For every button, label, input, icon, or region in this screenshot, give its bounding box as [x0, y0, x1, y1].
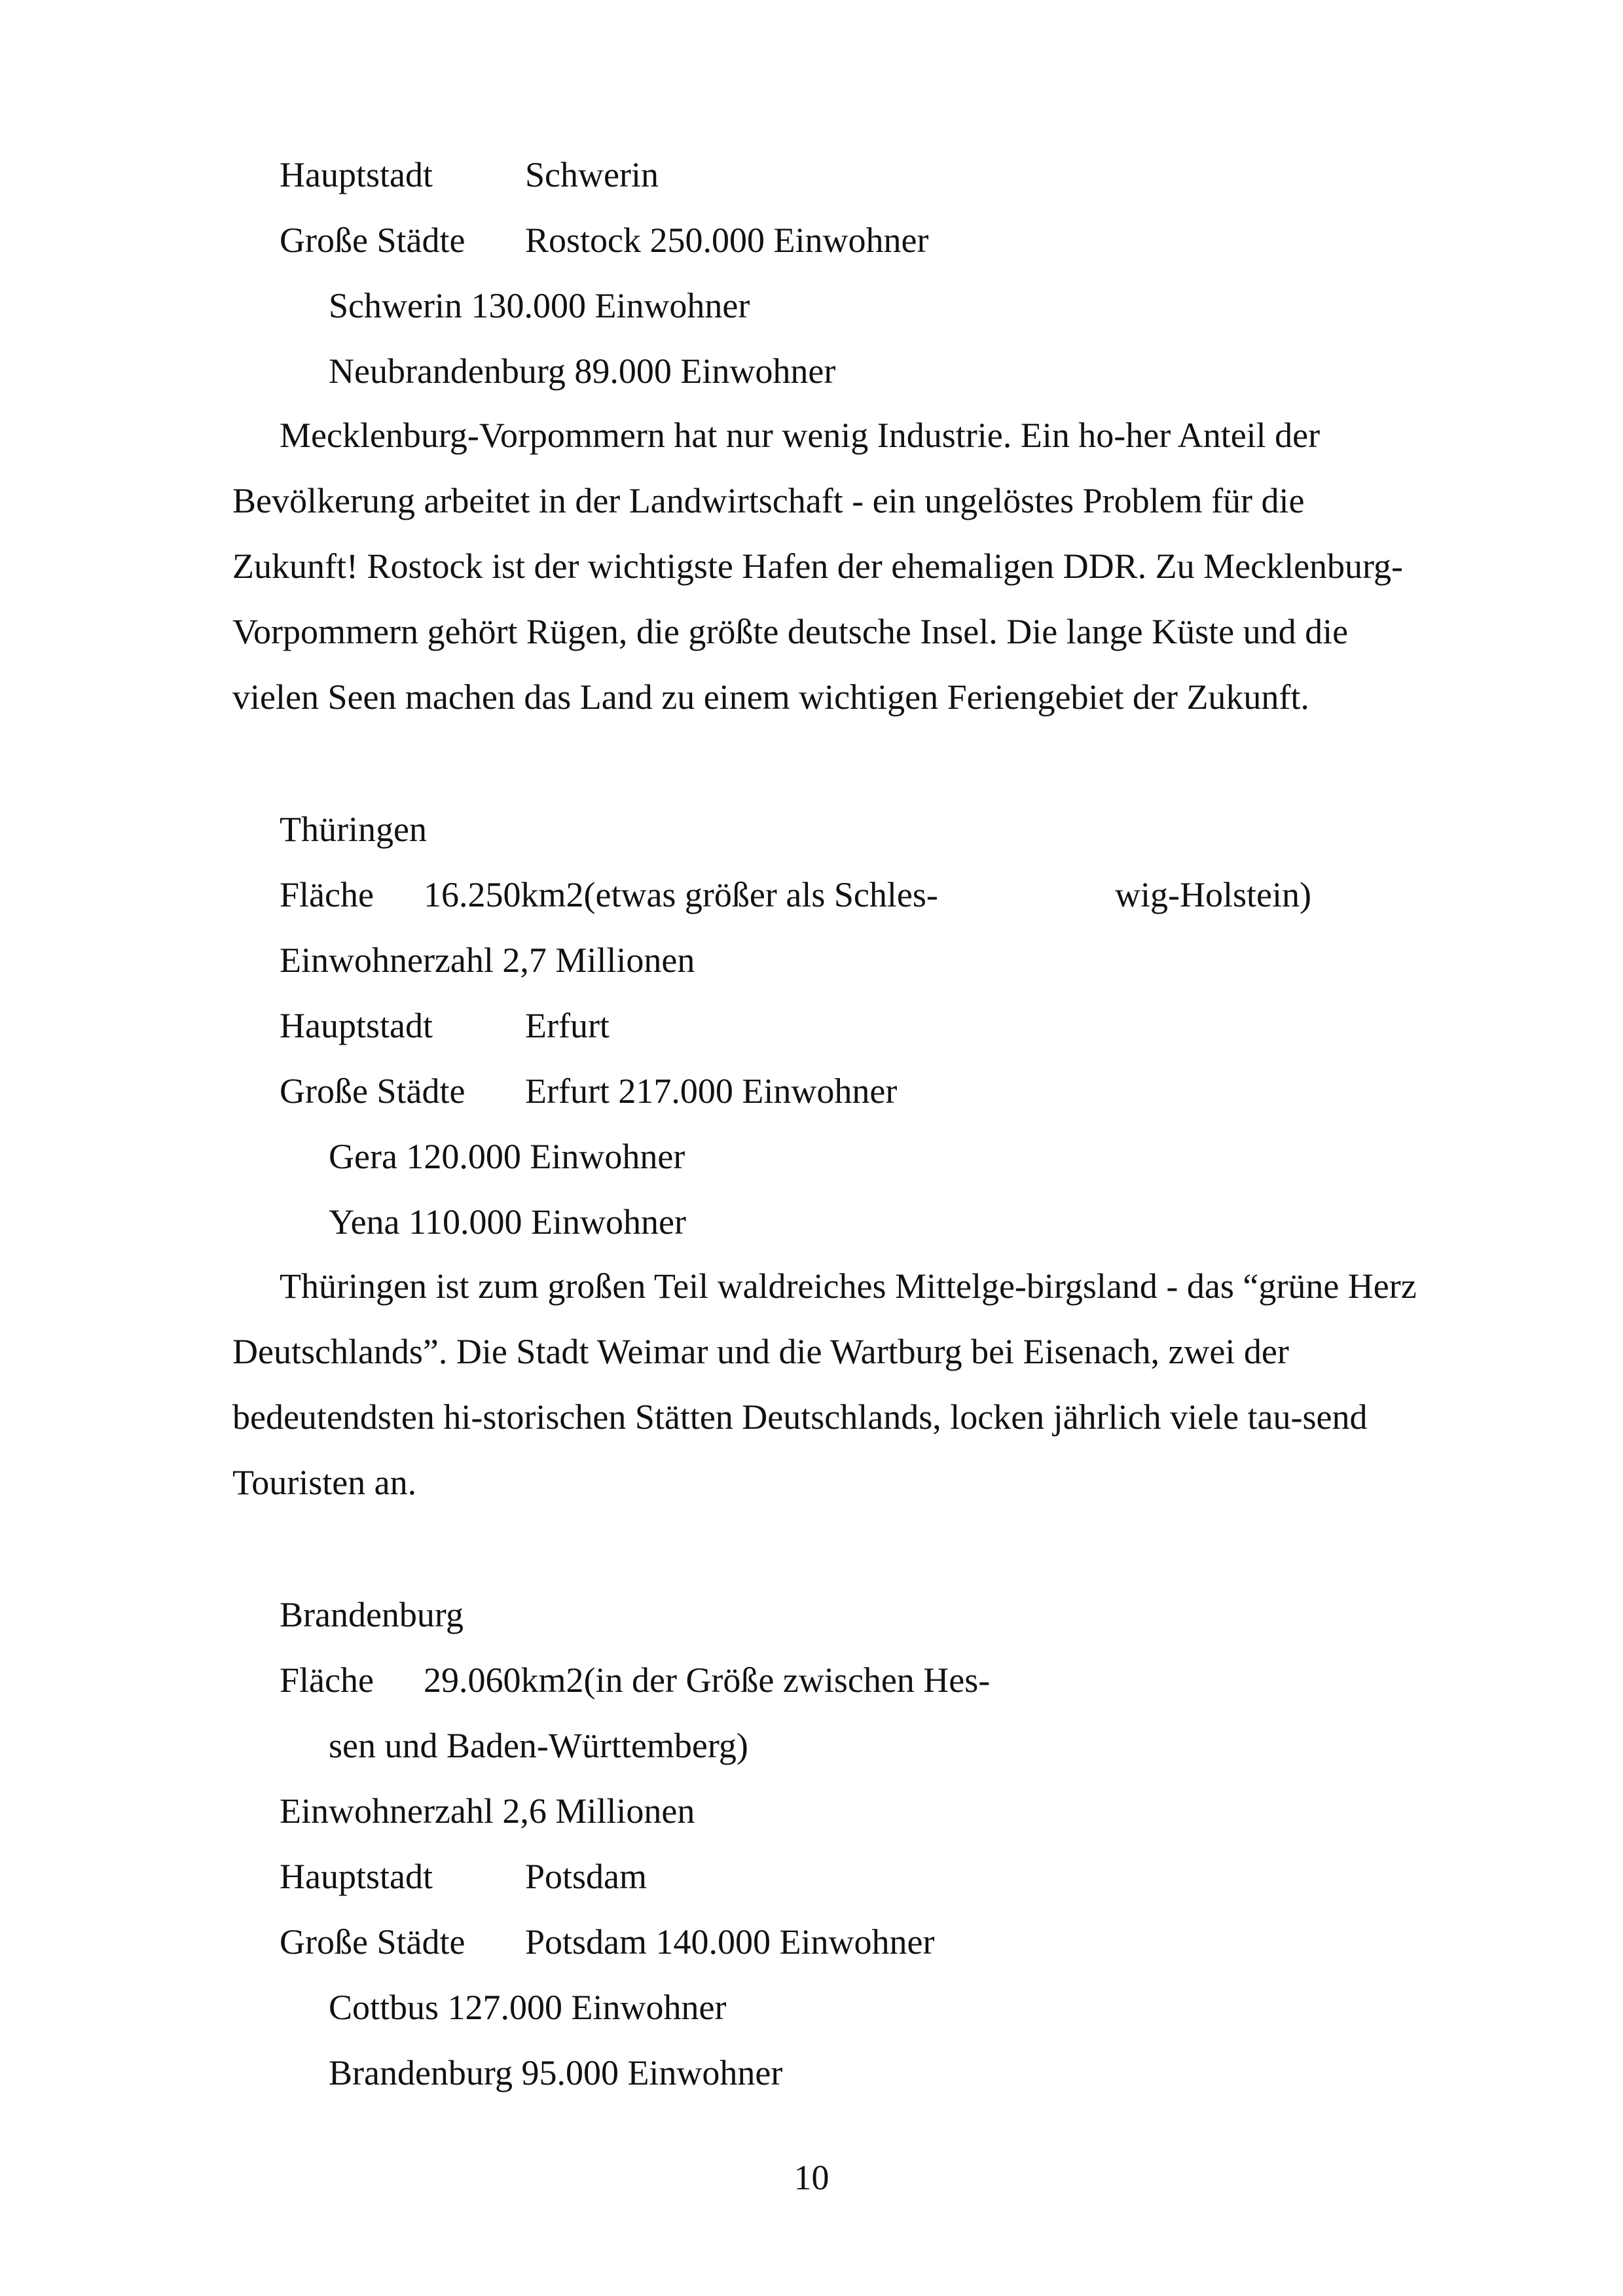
mv-paragraph-line-3: Zukunft! Rostock ist der wichtigste Hafen der ehemaligen DDR. Zu Mecklenburg-	[232, 547, 1404, 586]
mv-staedte-label: Große Städte	[280, 221, 465, 260]
th-flaeche-value-b: wig-Holstein)	[1115, 875, 1311, 914]
bb-staedte-first: Potsdam 140.000 Einwohner	[525, 1922, 935, 1962]
mv-paragraph-line-4: Vorpommern gehört Rügen, die größte deutsche Insel. Die lange Küste und die	[232, 612, 1349, 651]
mv-hauptstadt-row	[280, 157, 659, 192]
th-stadt-2: Gera 120.000 Einwohner	[329, 1137, 685, 1176]
bb-staedte-label: Große Städte	[280, 1922, 465, 1962]
bb-hauptstadt-label: Hauptstadt	[280, 1857, 433, 1896]
bb-einwohner-label: Einwohnerzahl	[280, 1791, 494, 1831]
th-flaeche-row	[280, 877, 938, 912]
bb-flaeche-row	[280, 1662, 990, 1698]
mv-paragraph-line-2: Bevölkerung arbeitet in der Landwirtschaft - ein ungelöstes Problem für die	[232, 481, 1305, 520]
bb-staedte-row	[280, 1924, 934, 1960]
bb-hauptstadt-value: Potsdam	[525, 1857, 647, 1896]
th-hauptstadt-label: Hauptstadt	[280, 1006, 433, 1045]
th-staedte-row	[280, 1073, 897, 1109]
mv-stadt-3: Neubrandenburg 89.000 Einwohner	[329, 351, 836, 391]
th-paragraph-line-3: bedeutendsten hi-storischen Stätten Deutschlands, locken jährlich viele tau-send	[232, 1397, 1368, 1437]
mv-stadt-2: Schwerin 130.000 Einwohner	[329, 286, 750, 325]
mv-hauptstadt-value: Schwerin	[525, 155, 659, 194]
th-flaeche-value-a: 16.250km2(etwas größer als Schles-	[424, 875, 938, 914]
th-paragraph	[232, 1253, 1512, 1515]
bb-title: Brandenburg	[280, 1595, 464, 1634]
th-paragraph-line-4: Touristen an.	[232, 1463, 417, 1502]
th-einwohner-value: 2,7 Millionen	[502, 941, 695, 980]
page-number: 10	[793, 2158, 830, 2197]
bb-flaeche-value-b: sen und Baden-Württemberg)	[329, 1726, 748, 1765]
th-einwohner-label: Einwohnerzahl	[280, 941, 494, 980]
th-hauptstadt-row	[280, 1008, 610, 1043]
th-paragraph-line-1-text: Thüringen ist zum großen Teil waldreiches Mittelge-birgsland - das “grüne Herz	[280, 1266, 1417, 1306]
bb-stadt-2: Cottbus 127.000 Einwohner	[329, 1988, 727, 2027]
th-hauptstadt-value: Erfurt	[525, 1006, 610, 1045]
bb-flaeche-label: Fläche	[280, 1660, 374, 1700]
mv-hauptstadt-label: Hauptstadt	[280, 155, 433, 194]
mv-staedte-row	[280, 223, 928, 258]
th-staedte-first: Erfurt 217.000 Einwohner	[525, 1071, 898, 1111]
th-staedte-label: Große Städte	[280, 1071, 465, 1111]
bb-einwohner-row	[280, 1793, 695, 1829]
bb-flaeche-value-a: 29.060km2(in der Größe zwischen Hes-	[424, 1660, 991, 1700]
th-flaeche-label: Fläche	[280, 875, 374, 914]
mv-paragraph-line-1-text: Mecklenburg-Vorpommern hat nur wenig Industrie. Ein ho-her Anteil der	[280, 416, 1321, 455]
th-title: Thüringen	[280, 810, 427, 849]
bb-stadt-3: Brandenburg 95.000 Einwohner	[329, 2053, 783, 2092]
mv-paragraph-line-5: vielen Seen machen das Land zu einem wichtigen Feriengebiet der Zukunft.	[232, 677, 1309, 717]
bb-einwohner-value: 2,6 Millionen	[502, 1791, 695, 1831]
bb-hauptstadt-row	[280, 1859, 647, 1894]
th-paragraph-line-1	[232, 1253, 1512, 1319]
th-stadt-3: Yena 110.000 Einwohner	[329, 1202, 686, 1242]
th-paragraph-line-2: Deutschlands”. Die Stadt Weimar und die Wartburg bei Eisenach, zwei der	[232, 1332, 1289, 1371]
th-einwohner-row	[280, 942, 695, 978]
mv-staedte-first: Rostock 250.000 Einwohner	[525, 221, 929, 260]
mv-paragraph-line-1	[232, 403, 1512, 468]
mv-paragraph	[232, 403, 1512, 730]
